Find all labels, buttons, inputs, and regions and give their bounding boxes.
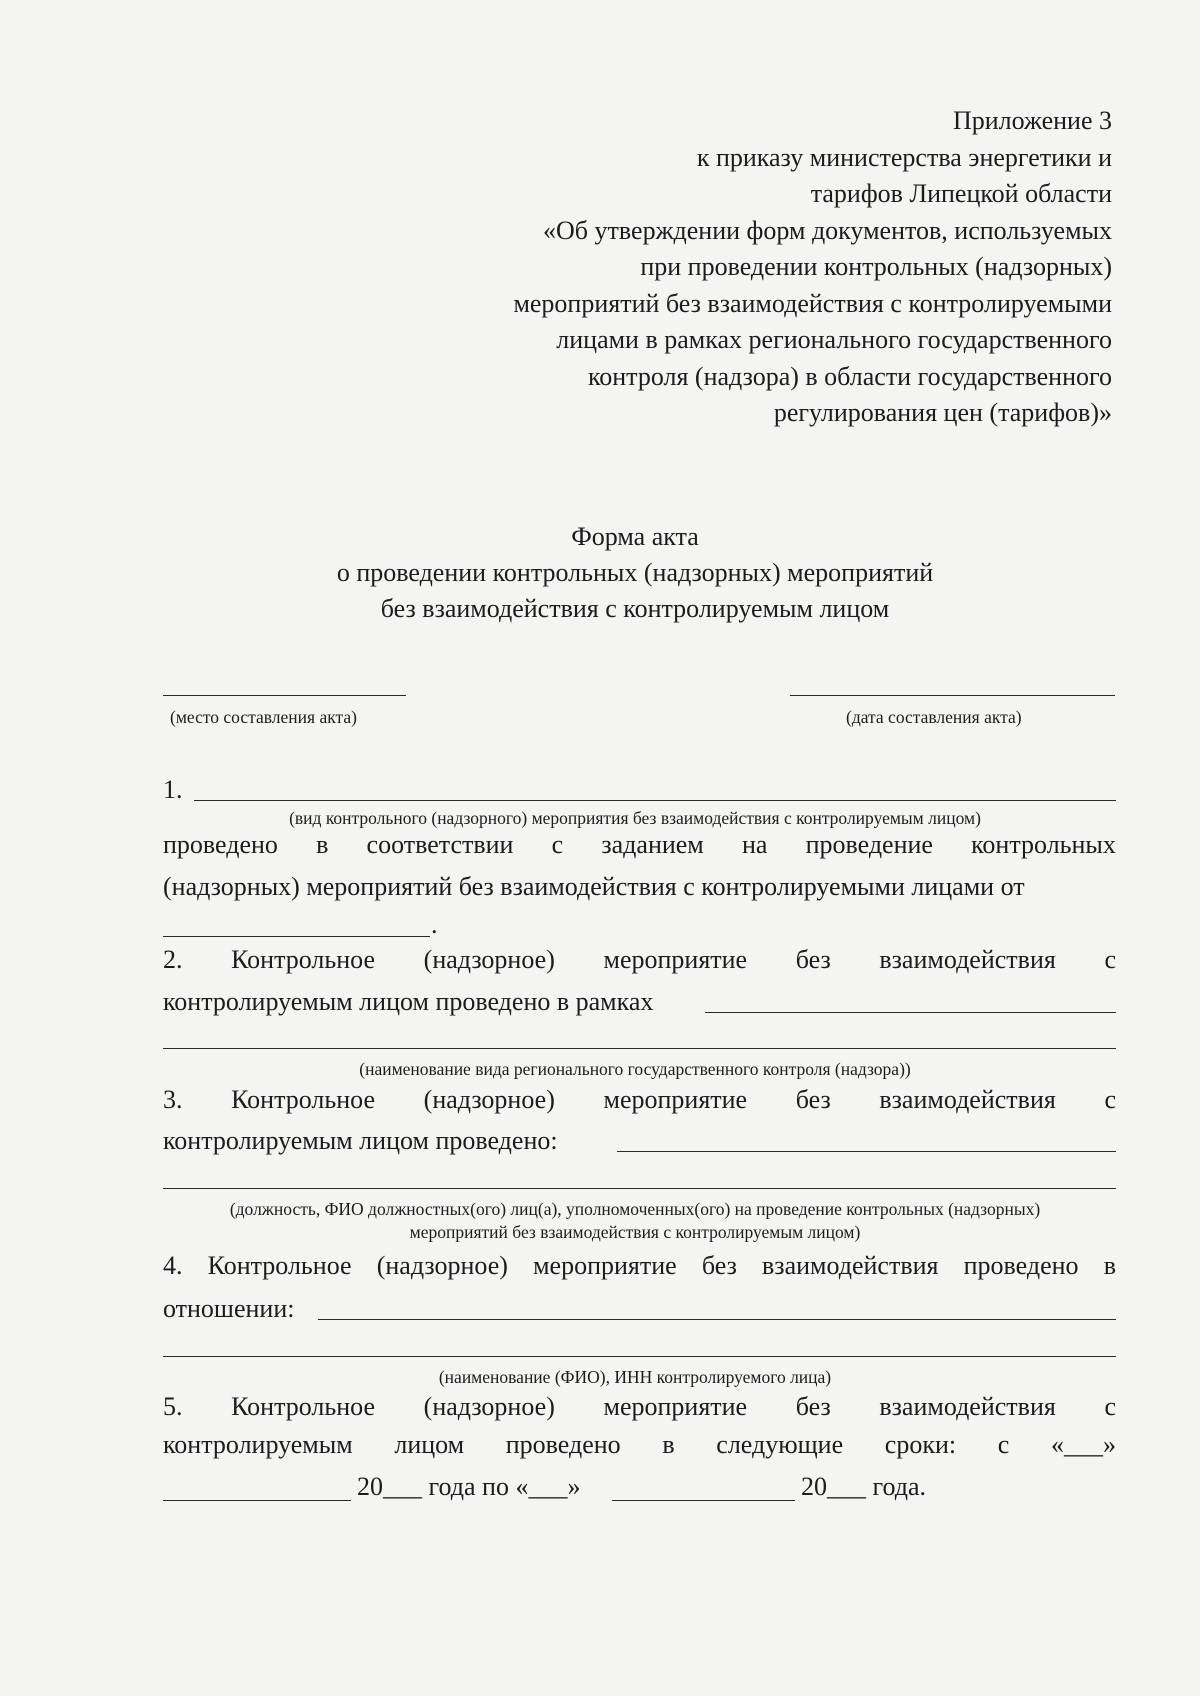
item5-line1-word: без [795, 1392, 831, 1421]
document-title [0, 519, 1200, 627]
item5-line1-word: с [1104, 1392, 1116, 1421]
item5-line1-word: Контрольное [231, 1392, 376, 1421]
item3-line1-word: (надзорное) [423, 1085, 555, 1114]
item5-line1-word: (надзорное) [423, 1392, 555, 1421]
item4-line1-word: без [701, 1251, 737, 1280]
item5-line2-word: следующие [716, 1430, 844, 1459]
item3-caption-line-1: (должность, ФИО должностных(ого) лиц(а), уполномоченных(ого) на проведение контрольных (надзорных) [229, 1199, 1041, 1219]
item5-line1-word: 5. [163, 1392, 183, 1421]
item1-line3: (надзорных) мероприятий без взаимодействия с контролируемыми лицами от [163, 872, 1025, 901]
item2-line1-word: взаимодействия [879, 945, 1056, 974]
item5-line2-word: с [997, 1430, 1010, 1459]
appendix-line-2: к приказу министерства энергетики и [696, 142, 1112, 172]
appendix-line-7: лицами в рамках регионального государственного [556, 325, 1112, 354]
item5-line2-word: в [662, 1430, 675, 1459]
item4-caption: (наименование (ФИО), ИНН контролируемого лица) [438, 1367, 832, 1387]
item4-line1 [163, 1251, 1116, 1281]
item1-line2-word: проведено [163, 830, 278, 859]
item3-line1-word: с [1104, 1085, 1116, 1114]
item4-line1-word: 4. [163, 1251, 183, 1280]
item1-line2-word: проведение [805, 830, 933, 859]
item5-line3-part-a: 20___ года по «___» [357, 1472, 581, 1501]
item5-line1 [163, 1392, 1116, 1422]
item4-inline-blank [318, 1319, 1116, 1320]
item1-number: 1. [163, 775, 183, 804]
item1-line2-word: контрольных [971, 830, 1116, 859]
item5-line2-word: «___» [1050, 1430, 1116, 1459]
item2-line1-word: 2. [163, 945, 183, 974]
appendix-line-5: при проведении контрольных (надзорных) [640, 252, 1112, 281]
place-blank-line [163, 695, 406, 696]
item4-line1-word: в [1103, 1251, 1116, 1280]
item5-end-month-blank [612, 1500, 795, 1501]
item3-line1-word: 3. [163, 1085, 183, 1114]
appendix-line-9: регулирования цен (тарифов)» [773, 398, 1112, 427]
item4-line1-word: проведено [963, 1251, 1079, 1280]
item3-line1-word: без [795, 1085, 831, 1114]
item1-line2-word: на [741, 830, 768, 859]
item5-line1-word: мероприятие [603, 1392, 748, 1421]
item5-line3-part-b: 20___ года. [801, 1472, 927, 1501]
date-blank-line [790, 695, 1115, 696]
appendix-line-6: мероприятий без взаимодействия с контролируемыми [513, 288, 1112, 318]
title-line-3: без взаимодействия с контролируемым лицом [380, 594, 890, 623]
item3-line1-word: взаимодействия [879, 1085, 1056, 1114]
item2-line1-word: Контрольное [231, 945, 376, 974]
item4-line2: отношении: [163, 1294, 295, 1323]
item3-line1 [163, 1085, 1116, 1115]
item5-line2 [163, 1430, 1116, 1460]
item1-line2-word: заданием [601, 830, 704, 859]
item3-line1-word: мероприятие [603, 1085, 748, 1114]
title-line-1: Форма акта [571, 522, 699, 551]
item2-line1-word: без [795, 945, 831, 974]
item2-line1-word: (надзорное) [423, 945, 555, 974]
item4-line1-word: Контрольное [207, 1251, 352, 1280]
item1-line2-word: с [551, 830, 564, 859]
item3-caption-line-2: мероприятий без взаимодействия с контролируемым лицом) [409, 1222, 861, 1242]
item2-line1 [163, 945, 1116, 975]
item3-blank-line [163, 1188, 1116, 1189]
date-caption: (дата составления акта) [846, 707, 1022, 727]
item2-inline-blank [705, 1012, 1116, 1013]
item5-line2-word: сроки: [884, 1430, 957, 1459]
appendix-line-8: контроля (надзора) в области государственного [587, 361, 1112, 391]
item2-line1-word: мероприятие [603, 945, 748, 974]
appendix-header [513, 103, 1112, 432]
item4-line1-word: взаимодействия [762, 1251, 939, 1280]
item1-line2-word: соответствии [366, 830, 514, 859]
item5-start-month-blank [163, 1500, 351, 1501]
item1-line2-word: в [316, 830, 329, 859]
item5-line2-word: проведено [505, 1430, 621, 1459]
item5-line1-word: взаимодействия [879, 1392, 1056, 1421]
item1-date-blank-line [163, 936, 430, 937]
item1-line2 [163, 830, 1116, 860]
item1-caption: (вид контрольного (надзорного) мероприятия без взаимодействия с контролируемым лицом) [289, 808, 981, 828]
item1-blank-line [194, 800, 1116, 801]
item5-line2-word: контролируемым [163, 1430, 353, 1459]
item5-line2-word: лицом [394, 1430, 465, 1459]
title-line-2: о проведении контрольных (надзорных) мероприятий [336, 558, 934, 587]
item2-line2: контролируемым лицом проведено в рамках [163, 987, 654, 1016]
item4-line1-word: (надзорное) [376, 1251, 508, 1280]
item1-end-dot: . [431, 910, 438, 939]
item2-caption: (наименование вида регионального государственного контроля (надзора)) [359, 1059, 911, 1079]
item4-blank-line [163, 1356, 1116, 1357]
item3-line1-word: Контрольное [231, 1085, 376, 1114]
item2-blank-line [163, 1048, 1116, 1049]
appendix-line-1: Приложение 3 [952, 106, 1112, 135]
appendix-line-3: тарифов Липецкой области [810, 179, 1112, 208]
item2-line1-word: с [1104, 945, 1116, 974]
place-caption: (место составления акта) [170, 707, 357, 727]
item4-line1-word: мероприятие [533, 1251, 677, 1280]
item3-line2: контролируемым лицом проведено: [163, 1126, 558, 1155]
appendix-line-4: «Об утверждении форм документов, используемых [543, 215, 1112, 245]
item3-inline-blank [617, 1151, 1116, 1152]
